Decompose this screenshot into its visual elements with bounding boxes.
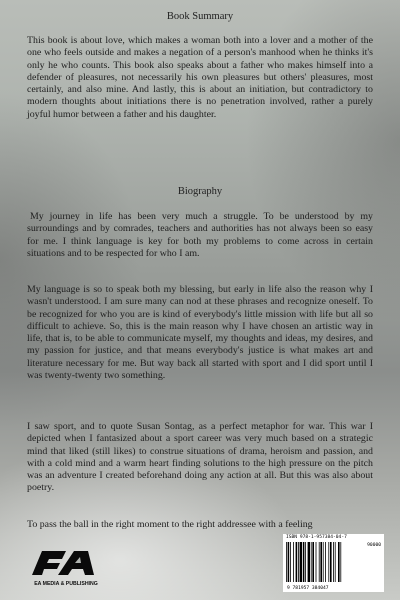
biography-paragraph-2: My language is so to speak both my blessing, but early in life also the reason why I wasn't understood. I am sure many can nod at these phrases and recognize oneself. To be recognized for who you are is kind of everybody's little mission with life but all so difficult to achieve. So, this is the main reason why I have chosen an artistic way in life, that is, to be able to communicate myself, my thoughts and ideas, my desires, and my passion for justice, and that means everybody's justice is what makes art and literature necessary for me. But way back all started with sport and I did sport until I was twenty-twenty two something. xyxy=(27,284,373,382)
isbn-barcode xyxy=(283,534,384,592)
publisher-name: EA MEDIA & PUBLISHING xyxy=(34,581,98,587)
summary-paragraph: This book is about love, which makes a woman both into a lover and a mother of the one who feels outside and makes a negation of a person's manhood when he thinks it's only he who counts. This book also speaks about a father who makes himself into a defender of pleasures, not necessarily his own pleasures but others' pleasures, most certainly, and also mine. And lastly, this is about an initiation, but contradictory to modern thoughts about initiations there is no penetration involved, rather a purely joyful humor between a father and his daughter. xyxy=(27,35,373,120)
summary-heading: Book Summary xyxy=(166,11,234,22)
isbn-number: ISBN 978-1-957384-04-7 xyxy=(286,535,347,540)
biography-paragraph-3: I saw sport, and to quote Susan Sontag, as a perfect metaphor for war. This war I depicted when I fantasized about a sport career was very much based on a strategic mind that liked (still likes) to construe situations of drama, heroism and passion, and with a cold mind and a warm heart finding solutions to the high pressure on the pitch was an adventure I created beforehand doing any action at all. But this was also about poetry. xyxy=(27,421,373,494)
biography-paragraph-1: My journey in life has been very much a struggle. To be understood by my surroundings and by comrades, teachers and authorities has not always been so easy for me. I think language is key for both my problems to come across in certain situations and to be respected for who I am. xyxy=(27,211,373,259)
publisher-logo-mark xyxy=(28,545,104,591)
barcode-bars xyxy=(285,542,357,584)
biography-paragraph-4: To pass the ball in the right moment to the right addressee with a feeling xyxy=(27,519,313,530)
publisher-logo xyxy=(28,545,104,591)
barcode-digits: 9 781957 384047 xyxy=(287,586,329,591)
price-code: 90000 xyxy=(367,543,381,548)
biography-heading: Biography xyxy=(177,186,223,197)
